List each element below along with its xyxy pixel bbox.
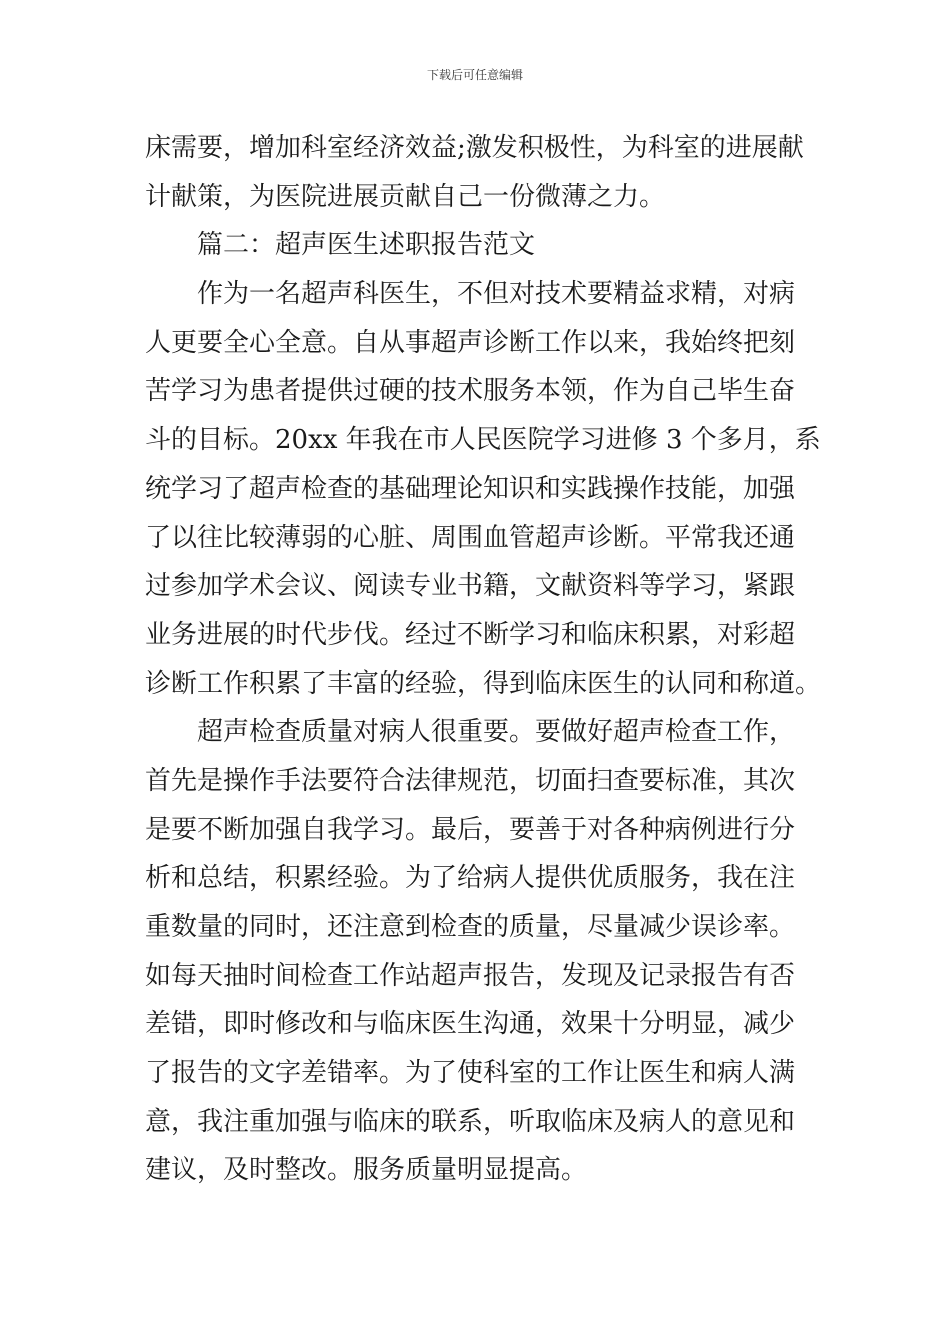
- paragraph-line: 差错，即时修改和与临床医生沟通，效果十分明显，减少: [145, 1009, 796, 1040]
- paragraph-line: 诊断工作积累了丰富的经验，得到临床医生的认同和称道。: [145, 668, 822, 699]
- paragraph-line: 人更要全心全意。自从事超声诊断工作以来，我始终把刻: [145, 327, 796, 358]
- intro-line: 计献策，为医院进展贡献自己一份微薄之力。: [145, 181, 666, 212]
- header-note: 下载后可任意编辑: [426, 68, 523, 82]
- paragraph-line: 是要不断加强自我学习。最后，要善于对各种病例进行分: [145, 814, 796, 845]
- paragraph-line: 析和总结，积累经验。为了给病人提供优质服务，我在注: [145, 863, 796, 894]
- paragraph-line: 超声检查质量对病人很重要。要做好超声检查工作，: [197, 717, 796, 748]
- paragraph-line: 苦学习为患者提供过硬的技术服务本领，作为自己毕生奋: [145, 376, 796, 407]
- paragraph-line: 了以往比较薄弱的心脏、周围血管超声诊断。平常我还通: [145, 522, 796, 553]
- intro-line: 床需要，增加科室经济效益;激发积极性，为科室的进展献: [145, 133, 804, 163]
- section-heading: 篇二：超声医生述职报告范文: [197, 230, 536, 261]
- paragraph-line: 了报告的文字差错率。为了使科室的工作让医生和病人满: [145, 1058, 796, 1089]
- paragraph-line: 首先是操作手法要符合法律规范，切面扫查要标准，其次: [145, 765, 796, 796]
- paragraph-line: 统学习了超声检查的基础理论知识和实践操作技能，加强: [145, 473, 796, 504]
- paragraph-line: 如每天抽时间检查工作站超声报告，发现及记录报告有否: [145, 960, 796, 991]
- paragraph-line: 重数量的同时，还注意到检查的质量，尽量减少误诊率。: [145, 912, 796, 942]
- paragraph-line: 斗的目标。20xx 年我在市人民医院学习进修 3 个多月，系: [145, 425, 821, 456]
- paragraph-line: 作为一名超声科医生，不但对技术要精益求精，对病: [197, 279, 796, 310]
- paragraph-line: 意，我注重加强与临床的联系，听取临床及病人的意见和: [145, 1106, 796, 1137]
- document-body: [145, 124, 822, 1195]
- paragraph-line: 建议，及时整改。服务质量明显提高。: [145, 1155, 588, 1186]
- paragraph-line: 过参加学术会议、阅读专业书籍，文献资料等学习，紧跟: [145, 571, 796, 602]
- paragraph-line: 业务进展的时代步伐。经过不断学习和临床积累，对彩超: [145, 619, 796, 650]
